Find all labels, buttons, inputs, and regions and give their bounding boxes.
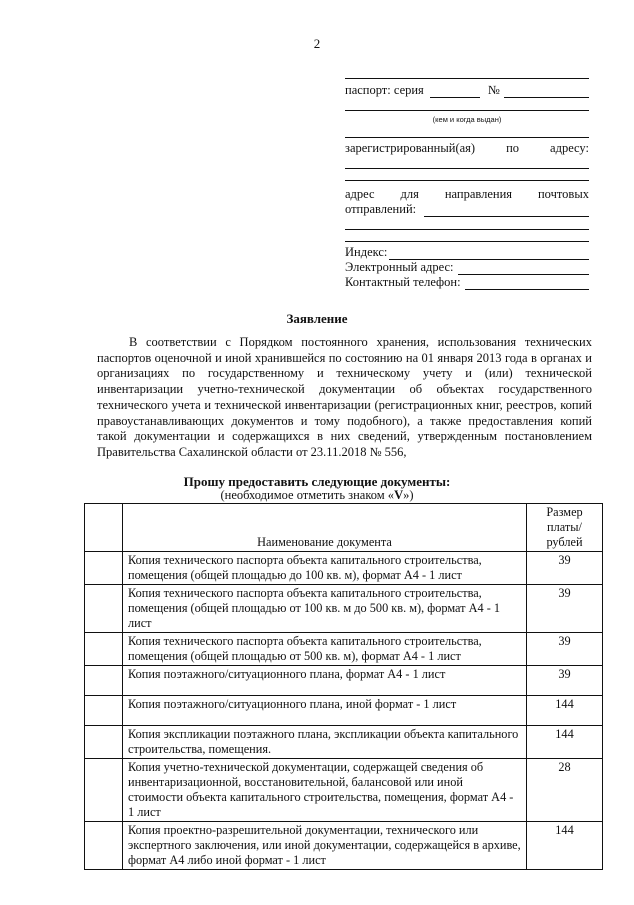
header-name-cell: Наименование документа: [123, 504, 527, 552]
passport-row: [345, 83, 589, 98]
table-row: [85, 696, 603, 726]
select-checkbox-cell[interactable]: [85, 726, 123, 759]
passport-number-label: №: [487, 83, 500, 97]
document-title: Заявление: [286, 311, 348, 326]
select-checkbox-cell[interactable]: [85, 633, 123, 666]
document-name-cell: Копия технического паспорта объекта капитального строительства, помещения (общей площадью до 100 кв. м), формат А4 - 1 лист: [123, 552, 527, 585]
issued-by-caption: (кем и когда выдан): [432, 115, 502, 124]
request-subtitle-suffix: »): [403, 488, 414, 502]
documents-table: [84, 503, 603, 870]
issued-by-line[interactable]: [345, 110, 589, 111]
document-price-cell: 28: [527, 759, 603, 822]
index-label: Индекс:: [345, 245, 388, 259]
table-row: [85, 633, 603, 666]
mail-word-4: почтовых: [537, 187, 589, 201]
document-price-cell: 39: [527, 666, 603, 696]
request-subtitle-prefix: (необходимое отметить знаком «: [220, 488, 395, 502]
table-row: [85, 726, 603, 759]
index-row: [345, 245, 589, 260]
mail-word-2: для: [400, 187, 419, 201]
mail-address-field[interactable]: [424, 205, 589, 217]
phone-field[interactable]: [465, 278, 589, 290]
phone-label: Контактный телефон:: [345, 275, 461, 289]
mail-address-line-2[interactable]: [345, 229, 589, 230]
mail-address-label: отправлений:: [345, 202, 417, 216]
passport-number-field[interactable]: [504, 86, 589, 98]
issued-by-line-2[interactable]: [345, 137, 589, 138]
document-name-cell: Копия поэтажного/ситуационного плана, формат А4 - 1 лист: [123, 666, 527, 696]
document-price-cell: 144: [527, 696, 603, 726]
registered-address-line-2[interactable]: [345, 180, 589, 181]
document-name-cell: Копия поэтажного/ситуационного плана, иной формат - 1 лист: [123, 696, 527, 726]
table-row: [85, 759, 603, 822]
document-name-cell: Копия технического паспорта объекта капитального строительства, помещения (общей площадью от 100 кв. м до 500 кв. м), формат А4 - 1 лист: [123, 585, 527, 633]
table-row: [85, 552, 603, 585]
passport-label: паспорт: серия: [345, 83, 424, 97]
select-checkbox-cell[interactable]: [85, 666, 123, 696]
application-body: [97, 335, 592, 461]
registered-word-3: адресу:: [550, 141, 589, 155]
header-price-cell: Размер платы/рублей: [527, 504, 603, 552]
table-row: [85, 822, 603, 870]
document-name-cell: Копия технического паспорта объекта капитального строительства, помещения (общей площадью от 500 кв. м), формат А4 - 1 лист: [123, 633, 527, 666]
table-row: [85, 585, 603, 633]
select-checkbox-cell[interactable]: [85, 759, 123, 822]
mail-address-line-3[interactable]: [345, 241, 589, 242]
phone-row: [345, 275, 589, 290]
table-row: [85, 666, 603, 696]
mail-word-3: направления: [444, 187, 513, 201]
request-title: Прошу предоставить следующие документы:: [183, 474, 451, 489]
passport-series-field[interactable]: [430, 86, 480, 98]
select-checkbox-cell[interactable]: [85, 822, 123, 870]
mail-address-row-2: [345, 202, 589, 217]
mail-word-1: адрес: [345, 187, 375, 201]
name-line[interactable]: [345, 78, 589, 79]
page-number: 2: [313, 36, 321, 51]
document-price-cell: 39: [527, 552, 603, 585]
document-price-cell: 39: [527, 585, 603, 633]
request-subtitle: [0, 488, 634, 503]
document-price-cell: 144: [527, 726, 603, 759]
document-price-cell: 39: [527, 633, 603, 666]
applicant-details-block: [345, 64, 589, 290]
document-name-cell: Копия экспликации поэтажного плана, экспликации объекта капитального строительства, помещения.: [123, 726, 527, 759]
registered-word-2: по: [506, 141, 520, 155]
check-mark-symbol: V: [394, 488, 404, 502]
registered-address-line-1[interactable]: [345, 168, 589, 169]
mail-address-row: [345, 187, 589, 202]
document-name-cell: Копия проектно-разрешительной документации, технического или экспертного заключения, или иной документации, содержащейся в архиве, формат А4 либо иной формат - 1 лист: [123, 822, 527, 870]
header-check-cell: [85, 504, 123, 552]
select-checkbox-cell[interactable]: [85, 585, 123, 633]
email-field[interactable]: [458, 263, 589, 275]
table-header-row: [85, 504, 603, 552]
documents-table-body: [85, 552, 603, 870]
email-row: [345, 260, 589, 275]
registered-address-row: [345, 141, 589, 156]
index-field[interactable]: [389, 248, 589, 260]
document-price-cell: 144: [527, 822, 603, 870]
document-name-cell: Копия учетно-технической документации, содержащей сведения об инвентаризационной, восстановительной, балансовой или иной стоимости объекта капитального строительства, помещения, формат А4 - 1 лист: [123, 759, 527, 822]
registered-word-1: зарегистрированный(ая): [345, 141, 476, 155]
select-checkbox-cell[interactable]: [85, 696, 123, 726]
select-checkbox-cell[interactable]: [85, 552, 123, 585]
application-body-paragraph: В соответствии с Порядком постоянного хранения, использования технических паспортов оценочной и иной хранившейся по состоянию на 01 января 2013 года в органах и организациях по государственному и техническому учету и (или) технической инвентаризации учетно-технической документации об объектах государственного технического учета и технической инвентаризации (регистрационных книг, реестров, копий правоустанавливающих документов и тому подобного), а также предоставления копий такой документации и содержащихся в них сведений, утвержденным постановлением Правительства Сахалинской области от 23.11.2018 № 556,: [97, 335, 592, 459]
email-label: Электронный адрес:: [345, 260, 454, 274]
